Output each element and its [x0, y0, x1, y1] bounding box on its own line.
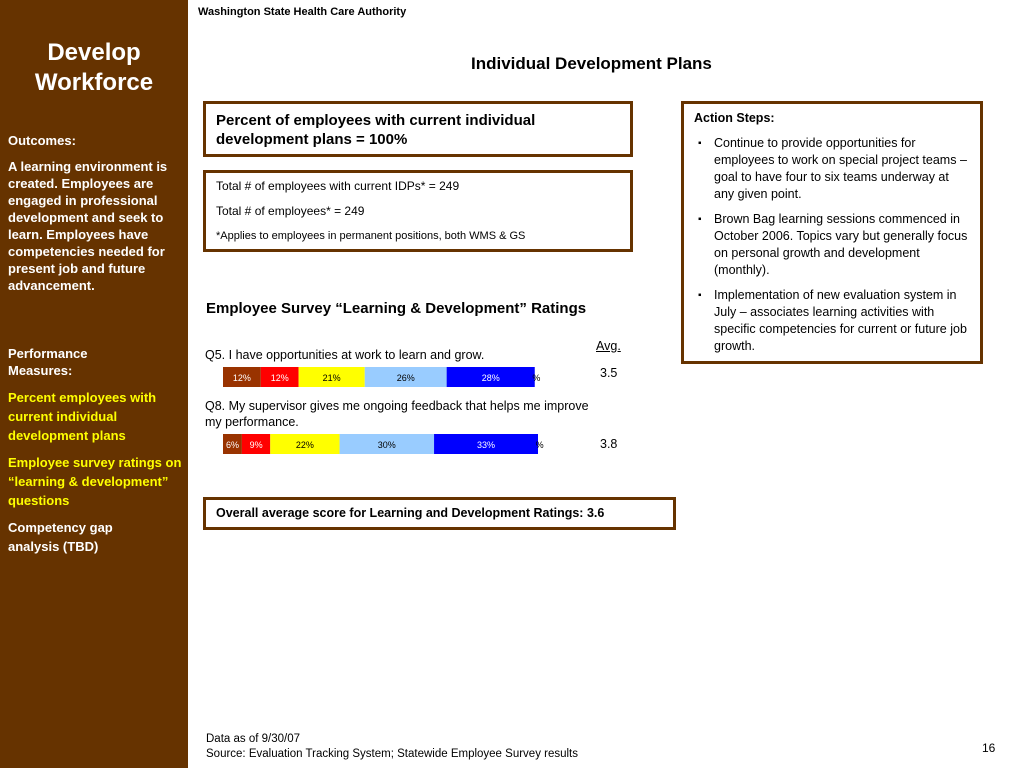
- measures-heading: Performance Measures:: [8, 346, 88, 378]
- bar-label-q5-2: 21%: [322, 373, 341, 383]
- measure-idp: Percent employees with current individual development plans: [8, 390, 157, 443]
- idp-totals-box: [203, 170, 633, 252]
- bullet-icon: ▪: [698, 214, 702, 225]
- question-q8-text: Q8. My supervisor gives me ongoing feedback that helps me improve my performance.: [205, 399, 589, 429]
- page-title: Individual Development Plans: [471, 54, 712, 73]
- survey-title: Employee Survey “Learning & Development” Ratings: [206, 300, 587, 317]
- action-step: [698, 135, 970, 203]
- bar-label-q5-1: 12%: [270, 373, 289, 383]
- bullet-icon: ▪: [698, 290, 702, 301]
- bar-q5: [223, 367, 553, 387]
- avg-heading: Avg.: [596, 339, 621, 353]
- section-title: [0, 38, 188, 98]
- action-steps-heading: Action Steps:: [694, 111, 775, 125]
- footer-source: Source: Evaluation Tracking System; Statewide Employee Survey results: [206, 748, 579, 760]
- action-step-text: Continue to provide opportunities for employees to work on special project teams – goal to have four to six teams underway at any given point.: [714, 136, 967, 201]
- bar-q8: [223, 434, 553, 454]
- total-employees: Total # of employees* = 249: [216, 204, 365, 218]
- avg-q5: 3.5: [600, 366, 618, 380]
- org-name: Washington State Health Care Authority: [198, 6, 407, 18]
- bar-label-q5-0: 12%: [232, 373, 251, 383]
- measure-competency: Competency gap analysis (TBD): [8, 520, 113, 554]
- footer: [206, 732, 578, 762]
- bar-label-q5-4: 28%: [481, 373, 500, 383]
- bullet-icon: ▪: [698, 138, 702, 149]
- page-number: 16: [982, 741, 996, 755]
- action-steps-box: [681, 101, 983, 364]
- idp-percent-text: Percent of employees with current individual development plans = 100%: [216, 112, 536, 148]
- action-step: [698, 211, 970, 279]
- overall-score-box: [203, 497, 676, 530]
- question-q8: [205, 398, 595, 430]
- section-title-line2: Workforce: [34, 69, 154, 96]
- avg-q8: 3.8: [600, 437, 618, 451]
- action-step: [698, 287, 970, 355]
- bar-label-q8-5: %: [535, 440, 544, 450]
- totals-note: *Applies to employees in permanent positions, both WMS & GS: [216, 230, 526, 242]
- outcomes-heading: Outcomes:: [8, 133, 76, 148]
- idp-percent-box: [203, 101, 633, 157]
- question-q5: Q5. I have opportunities at work to learn and grow.: [205, 348, 485, 362]
- action-step-text: Brown Bag learning sessions commenced in October 2006. Topics vary but generally focus on personal growth and development (monthly).: [714, 212, 968, 277]
- action-step-text: Implementation of new evaluation system in July – associates learning activities with specific competencies for current or future job growth.: [714, 288, 967, 353]
- bar-label-q8-4: 33%: [477, 440, 496, 450]
- bar-label-q8-0: 6%: [225, 440, 239, 450]
- outcomes-text: A learning environment is created. Employees are engaged in professional development and seek to learn. Employees have competencies needed for present job and future advancement.: [8, 159, 168, 293]
- section-title-line1: Develop: [47, 39, 141, 66]
- footer-date: Data as of 9/30/07: [206, 733, 300, 745]
- overall-score-text: Overall average score for Learning and Development Ratings: 3.6: [216, 506, 605, 520]
- bar-label-q8-2: 22%: [295, 440, 314, 450]
- bar-label-q8-1: 9%: [249, 440, 263, 450]
- action-steps-list: [694, 135, 970, 355]
- bar-label-q8-3: 30%: [377, 440, 396, 450]
- bar-label-q5-5: %: [532, 373, 541, 383]
- bar-label-q5-3: 26%: [396, 373, 415, 383]
- sidebar: [0, 0, 188, 768]
- total-with-idp: Total # of employees with current IDPs* = 249: [216, 179, 460, 193]
- measure-survey: Employee survey ratings on “learning & development” questions: [8, 455, 182, 508]
